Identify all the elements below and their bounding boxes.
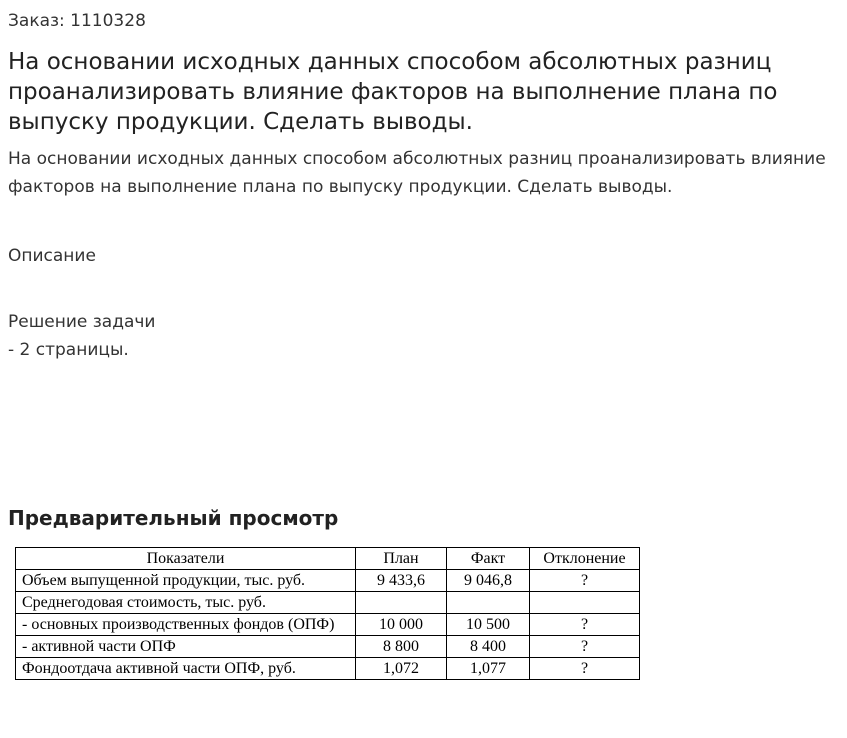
- row-indicator: Объем выпущенной продукции, тыс. руб.: [16, 570, 356, 592]
- task-description: На основании исходных данных способом абсолютных разниц проанализировать влияние факторов на выполнение плана по выпуску продукции. Сделать выводы.: [8, 149, 826, 197]
- table-row: [16, 592, 640, 614]
- header-deviation: Отклонение: [530, 548, 640, 570]
- row-indicator: - активной части ОПФ: [16, 636, 356, 658]
- solution-title: Решение задачи: [8, 312, 156, 332]
- row-plan: 9 433,6: [356, 570, 447, 592]
- solution-info: [8, 308, 155, 364]
- table-row: [16, 658, 640, 680]
- row-fact: 1,077: [447, 658, 530, 680]
- row-deviation: ?: [530, 570, 640, 592]
- row-fact: 10 500: [447, 614, 530, 636]
- row-plan: 8 800: [356, 636, 447, 658]
- table-header-row: [16, 548, 640, 570]
- order-number: Заказ: 1110328: [8, 11, 146, 31]
- header-fact: Факт: [447, 548, 530, 570]
- header-indicators: Показатели: [16, 548, 356, 570]
- header-plan: План: [356, 548, 447, 570]
- row-plan: 10 000: [356, 614, 447, 636]
- row-plan: [356, 592, 447, 614]
- row-deviation: [530, 592, 640, 614]
- row-indicator: - основных производственных фондов (ОПФ): [16, 614, 356, 636]
- row-fact: [447, 592, 530, 614]
- preview-table: [15, 547, 640, 680]
- table-row: [16, 636, 640, 658]
- row-deviation: ?: [530, 614, 640, 636]
- table-row: [16, 570, 640, 592]
- row-fact: 9 046,8: [447, 570, 530, 592]
- preview-title: Предварительный просмотр: [8, 506, 339, 530]
- row-plan: 1,072: [356, 658, 447, 680]
- page-title: На основании исходных данных способом абсолютных разниц проанализировать влияние факторов на выполнение плана по выпуску продукции. Сделать выводы.: [8, 49, 778, 135]
- table-row: [16, 614, 640, 636]
- solution-pages: - 2 страницы.: [8, 340, 129, 360]
- row-deviation: ?: [530, 636, 640, 658]
- description-section-label: Описание: [8, 246, 96, 266]
- row-fact: 8 400: [447, 636, 530, 658]
- row-indicator: Среднегодовая стоимость, тыс. руб.: [16, 592, 356, 614]
- row-deviation: ?: [530, 658, 640, 680]
- preview-image: [15, 547, 640, 680]
- row-indicator: Фондоотдача активной части ОПФ, руб.: [16, 658, 356, 680]
